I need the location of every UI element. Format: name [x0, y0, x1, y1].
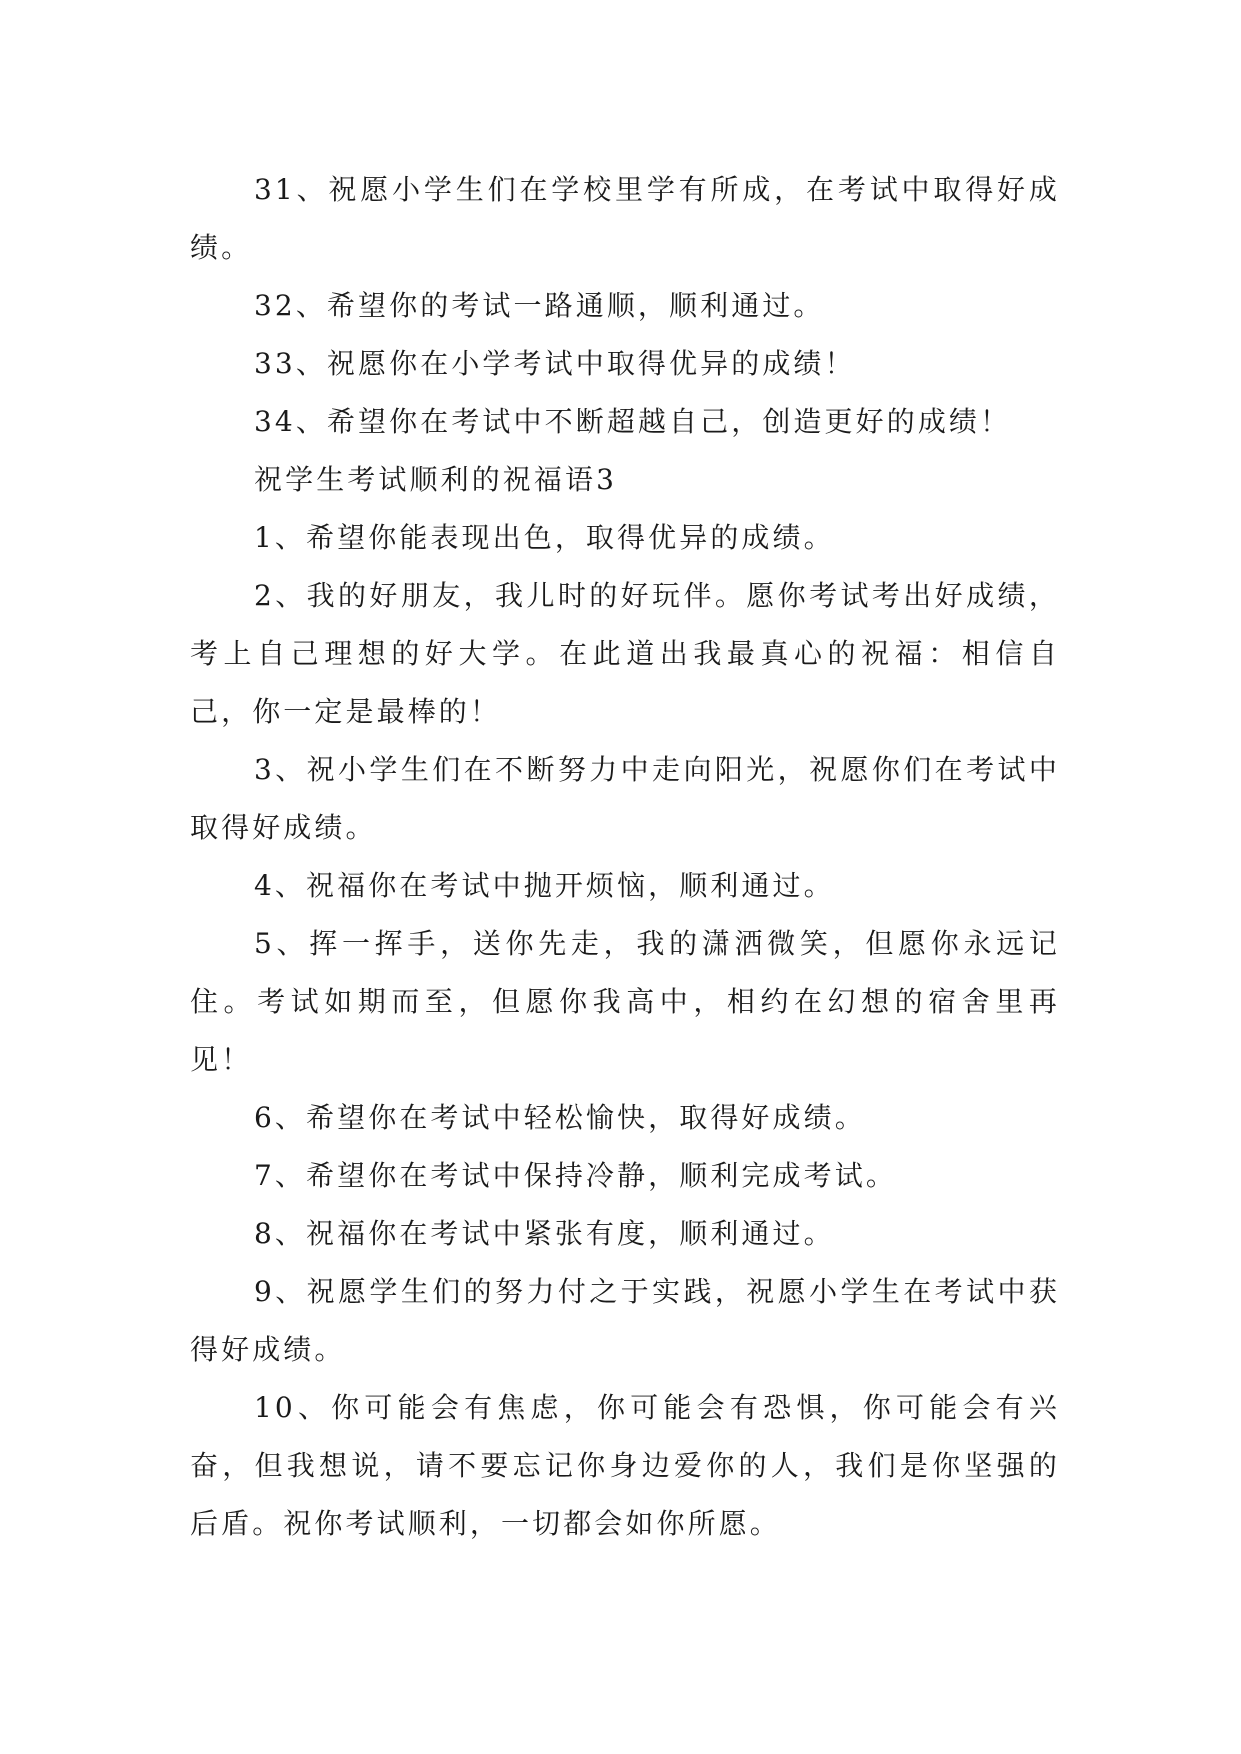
paragraph-5: 5、挥一挥手，送你先走，我的潇洒微笑，但愿你永远记住。考试如期而至，但愿你我高中，相约在幻想的宿舍里再见！: [190, 927, 1060, 1076]
paragraph-7: 7、希望你在考试中保持冷静，顺利完成考试。: [254, 1159, 897, 1192]
paragraph-1: 1、希望你能表现出色，取得优异的成绩。: [254, 521, 835, 554]
paragraph-9: 9、祝愿学生们的努力付之于实践，祝愿小学生在考试中获得好成绩。: [190, 1275, 1060, 1366]
paragraph-32: 32、希望你的考试一路通顺，顺利通过。: [254, 289, 825, 322]
paragraph-2: 2、我的好朋友，我儿时的好玩伴。愿你考试考出好成绩，考上自己理想的好大学。在此道出我最真心的祝福：相信自己，你一定是最棒的！: [190, 579, 1060, 728]
paragraph-10: 10、你可能会有焦虑，你可能会有恐惧，你可能会有兴奋，但我想说，请不要忘记你身边爱你的人，我们是你坚强的后盾。祝你考试顺利，一切都会如你所愿。: [190, 1391, 1060, 1540]
paragraph-31: 31、祝愿小学生们在学校里学有所成，在考试中取得好成绩。: [190, 173, 1060, 264]
paragraph-8: 8、祝福你在考试中紧张有度，顺利通过。: [254, 1217, 835, 1250]
document-body: [190, 161, 1060, 1553]
paragraph-3: 3、祝小学生们在不断努力中走向阳光，祝愿你们在考试中取得好成绩。: [190, 753, 1060, 844]
paragraph-33: 33、祝愿你在小学考试中取得优异的成绩！: [254, 347, 856, 380]
section-heading: 祝学生考试顺利的祝福语3: [254, 463, 618, 496]
paragraph-6: 6、希望你在考试中轻松愉快，取得好成绩。: [254, 1101, 866, 1134]
paragraph-34: 34、希望你在考试中不断超越自己，创造更好的成绩！: [254, 405, 1012, 438]
paragraph-4: 4、祝福你在考试中抛开烦恼，顺利通过。: [254, 869, 835, 902]
